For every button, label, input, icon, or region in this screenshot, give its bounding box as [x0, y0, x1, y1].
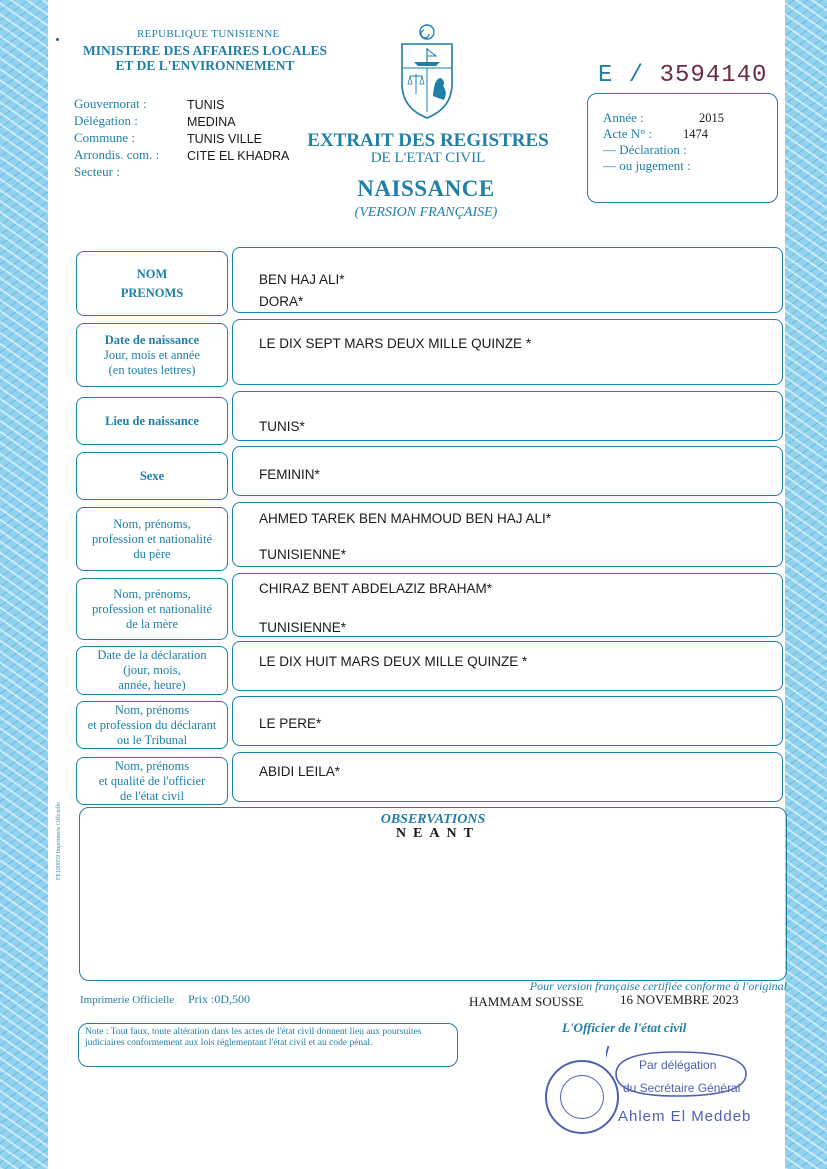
issue-place: HAMMAM SOUSSE [469, 994, 584, 1009]
prenoms-label: PRENOMS [120, 285, 184, 300]
coat-of-arms-icon [396, 22, 458, 122]
declaration-label: — Déclaration : [603, 142, 687, 157]
annee-value: 2015 [699, 111, 724, 125]
serial-prefix: E / [598, 62, 645, 89]
sexe-label [76, 452, 228, 500]
delegation-value: MEDINA [187, 115, 236, 129]
declarant-value: LE PERE* [259, 716, 322, 731]
secteur-label: Secteur : [74, 164, 120, 179]
jugement-label: — ou jugement : [603, 158, 691, 173]
acte-labels [603, 110, 691, 174]
mere-label-line-3: de la mère [125, 616, 179, 631]
imprimerie-label: Imprimerie Officielle [80, 994, 175, 1006]
officier-line-3: de l'état civil [119, 788, 185, 803]
security-border-left [0, 0, 48, 1169]
declarant-line-2: et profession du déclarant [87, 717, 217, 732]
republic-label: REPUBLIQUE TUNISIENNE [137, 28, 280, 40]
ministry-title [79, 43, 331, 73]
ministry-line-1: MINISTERE DES AFFAIRES LOCALES [83, 43, 327, 58]
serial-number [598, 62, 767, 89]
mere-name-value: CHIRAZ BENT ABDELAZIZ BRAHAM* [259, 581, 493, 596]
date-declaration-value: LE DIX HUIT MARS DEUX MILLE QUINZE * [259, 654, 528, 669]
date-naissance-label [76, 323, 228, 387]
stamp-delegation: Par délégation [639, 1058, 717, 1072]
nom-prenoms-label [76, 251, 228, 316]
mere-nationality-value: TUNISIENNE* [259, 620, 347, 635]
date-naissance-value: LE DIX SEPT MARS DEUX MILLE QUINZE * [259, 336, 532, 351]
prenoms-value: DORA* [259, 294, 304, 309]
legal-note: Note : Tout faux, toute altération dans les actes de l'état civil donnent lieu aux poursuites judiciaires conformement aux lois réglementant l'état civil et au code pénal. [85, 1027, 422, 1048]
lieu-naissance-title: Lieu de naissance [105, 413, 199, 428]
document-subtitle: DE L'ETAT CIVIL [370, 150, 486, 166]
pere-label [76, 507, 228, 571]
lieu-naissance-value: TUNIS* [259, 419, 305, 434]
stamp-name: Ahlem El Meddeb [618, 1108, 752, 1125]
pere-label-line-1: Nom, prénoms, [113, 516, 191, 531]
printer-reference: FE100059 Imprimerie Officielle [56, 802, 62, 880]
date-declaration-line-2: (jour, mois, [123, 663, 181, 677]
declarant-label [76, 701, 228, 749]
officer-title: L'Officier de l'état civil [562, 1020, 687, 1035]
officier-line-1: Nom, prénoms [114, 758, 190, 773]
date-declaration-line-1: Date de la déclaration [97, 648, 207, 662]
document-version: (VERSION FRANÇAISE) [354, 205, 498, 220]
lieu-naissance-field [232, 391, 783, 441]
date-naissance-hint: (en toutes lettres) [108, 362, 196, 377]
gouvernorat-value: TUNIS [187, 98, 225, 112]
sexe-title: Sexe [139, 468, 165, 483]
lieu-naissance-label [76, 397, 228, 445]
issue-date: 16 NOVEMBRE 2023 [620, 992, 739, 1007]
ink-dot [56, 38, 59, 41]
commune-value: TUNIS VILLE [187, 132, 263, 146]
address-values [187, 97, 289, 165]
gouvernorat-label: Gouvernorat : [74, 96, 147, 111]
nom-value: BEN HAJ ALI* [259, 272, 345, 287]
mere-label-line-2: profession et nationalité [91, 601, 213, 616]
pere-nationality-value: TUNISIENNE* [259, 547, 347, 562]
commune-label: Commune : [74, 130, 136, 145]
arrondissement-label: Arrondis. com. : [74, 147, 160, 162]
officier-line-2: et qualité de l'officier [98, 773, 206, 788]
nom-label: NOM [136, 266, 168, 281]
mere-label-line-1: Nom, prénoms, [113, 586, 191, 601]
certification-note: Pour version française certifiée conforme à l'original [529, 979, 787, 993]
price-label: Prix :0D,500 [188, 992, 251, 1006]
acte-number-value: 1474 [683, 127, 708, 141]
pere-name-value: AHMED TAREK BEN MAHMOUD BEN HAJ ALI* [259, 511, 552, 526]
sexe-value: FEMININ* [259, 467, 320, 482]
date-naissance-subtitle: Jour, mois et année [103, 347, 200, 362]
officier-value: ABIDI LEILA* [259, 764, 341, 779]
declarant-line-1: Nom, prénoms [114, 702, 190, 717]
pere-label-line-2: profession et nationalité [91, 531, 213, 546]
document-type: NAISSANCE [357, 176, 495, 201]
annee-label: Année : [603, 110, 644, 125]
mere-label [76, 578, 228, 640]
date-naissance-field [232, 319, 783, 385]
stamp-secretary: du Secrétaire Général [623, 1081, 741, 1095]
arrondissement-value: CITE EL KHADRA [187, 149, 290, 163]
delegation-label: Délégation : [74, 113, 138, 128]
date-declaration-line-3: année, heure) [118, 678, 186, 692]
date-declaration-label [76, 646, 228, 695]
acte-number-label: Acte N° : [603, 126, 653, 141]
date-naissance-title: Date de naissance [104, 332, 200, 347]
address-labels [74, 95, 159, 180]
ministry-line-2: ET DE L'ENVIRONNEMENT [115, 58, 295, 73]
document-title: EXTRAIT DES REGISTRES [307, 130, 549, 151]
observations-value: NEANT [395, 826, 480, 841]
acte-values [683, 110, 724, 142]
serial-value: 3594140 [659, 62, 768, 89]
security-border-right [785, 0, 827, 1169]
observations-title: OBSERVATIONS [380, 812, 486, 827]
pere-label-line-3: du père [133, 546, 171, 561]
officier-label [76, 757, 228, 805]
stamp-inner-ring [560, 1075, 604, 1119]
declarant-line-3: ou le Tribunal [116, 732, 188, 747]
